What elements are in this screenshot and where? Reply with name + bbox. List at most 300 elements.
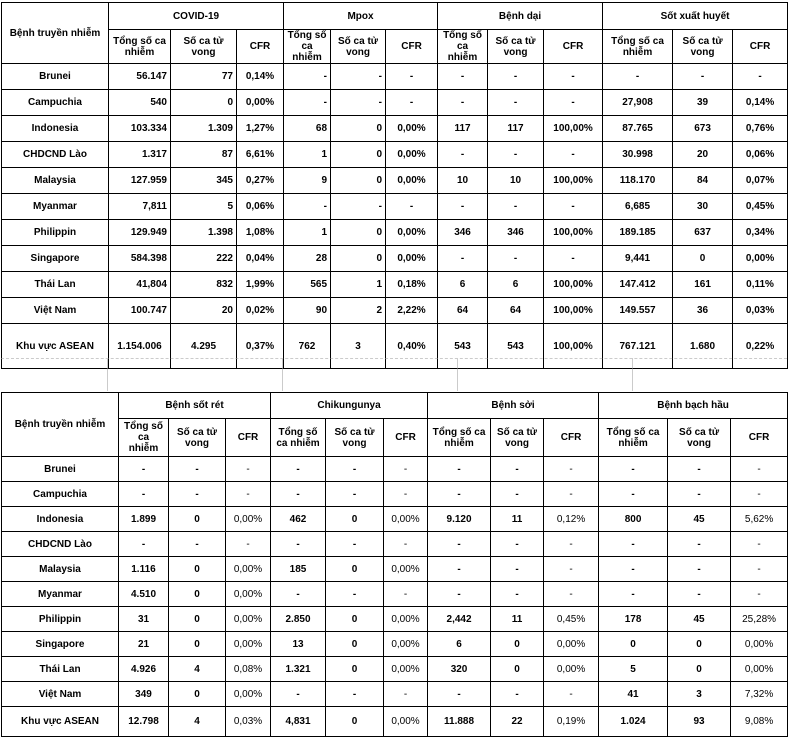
deaths-cell: 0 xyxy=(331,116,386,142)
cfr-cell: 0,00% xyxy=(386,168,438,194)
cfr-cell: 0,11% xyxy=(733,272,788,298)
total-cases-cell: - xyxy=(271,457,326,482)
cfr-cell: - xyxy=(731,532,788,557)
total-cases-cell: 31 xyxy=(119,607,169,632)
deaths-cell: 0 xyxy=(169,632,226,657)
cfr-cell: - xyxy=(733,64,788,90)
total-cases-header: Tổng số ca nhiễm xyxy=(599,419,668,457)
cfr-cell: 2,22% xyxy=(386,298,438,324)
country-cell: Thái Lan xyxy=(2,272,109,298)
deaths-cell: - xyxy=(668,457,731,482)
deaths-cell: - xyxy=(491,682,544,707)
cfr-cell: 0,00% xyxy=(386,220,438,246)
total-cases-cell: - xyxy=(599,457,668,482)
country-cell: Myanmar xyxy=(2,194,109,220)
cfr-cell: - xyxy=(226,482,271,507)
deaths-cell: 36 xyxy=(673,298,733,324)
cfr-cell: 7,32% xyxy=(731,682,788,707)
cfr-cell: 0,00% xyxy=(386,116,438,142)
header-row-metrics xyxy=(2,419,788,457)
total-cases-cell: 9,441 xyxy=(603,246,673,272)
cfr-cell: 100,00% xyxy=(544,324,603,369)
total-cases-cell: 4.510 xyxy=(119,582,169,607)
total-cases-cell: 543 xyxy=(438,324,488,369)
cfr-cell: 0,00% xyxy=(384,607,428,632)
cfr-cell: 0,00% xyxy=(384,707,428,737)
cfr-cell: - xyxy=(384,532,428,557)
deaths-cell: 0 xyxy=(171,90,237,116)
cfr-cell: - xyxy=(544,457,599,482)
total-cases-cell: 462 xyxy=(271,507,326,532)
cfr-cell: 0,02% xyxy=(237,298,284,324)
total-cases-header: Tổng số ca nhiễm xyxy=(284,30,331,64)
deaths-header: Số ca tử vong xyxy=(488,30,544,64)
deaths-cell: 0 xyxy=(326,507,384,532)
cfr-header: CFR xyxy=(384,419,428,457)
total-cases-cell: - xyxy=(271,682,326,707)
country-cell: CHDCND Lào xyxy=(2,142,109,168)
total-cases-cell: 762 xyxy=(284,324,331,369)
deaths-cell: - xyxy=(668,582,731,607)
deaths-cell: - xyxy=(331,90,386,116)
total-cases-cell: 103.334 xyxy=(109,116,171,142)
deaths-cell: - xyxy=(488,64,544,90)
country-cell: Việt Nam xyxy=(2,682,119,707)
total-cases-cell: 1.317 xyxy=(109,142,171,168)
table-row xyxy=(2,142,788,168)
total-cases-cell: - xyxy=(284,194,331,220)
total-cases-cell: - xyxy=(119,482,169,507)
total-cases-cell: 13 xyxy=(271,632,326,657)
header-row-diseases xyxy=(2,393,788,419)
cfr-cell: 0,00% xyxy=(386,246,438,272)
total-cases-cell: 68 xyxy=(284,116,331,142)
deaths-cell: 20 xyxy=(673,142,733,168)
cfr-cell: 0,00% xyxy=(226,682,271,707)
cfr-header: CFR xyxy=(226,419,271,457)
deaths-cell: 4 xyxy=(169,707,226,737)
total-cases-cell: 1 xyxy=(284,142,331,168)
deaths-cell: 0 xyxy=(326,657,384,682)
deaths-cell: - xyxy=(326,457,384,482)
cfr-cell: - xyxy=(384,457,428,482)
total-cases-header: Tổng số ca nhiễm xyxy=(109,30,171,64)
deaths-header: Số ca tử vong xyxy=(331,30,386,64)
deaths-cell: - xyxy=(331,64,386,90)
total-cases-cell: 6 xyxy=(438,272,488,298)
deaths-cell: 6 xyxy=(488,272,544,298)
total-cases-cell: 11.888 xyxy=(428,707,491,737)
top-table-header xyxy=(2,3,788,64)
country-cell: Malaysia xyxy=(2,168,109,194)
country-cell: Khu vực ASEAN xyxy=(2,324,109,369)
cfr-cell: 5,62% xyxy=(731,507,788,532)
table-row xyxy=(2,168,788,194)
total-cases-cell: - xyxy=(438,142,488,168)
total-cases-cell: - xyxy=(428,532,491,557)
total-cases-cell: - xyxy=(428,582,491,607)
total-cases-cell: 12.798 xyxy=(119,707,169,737)
cfr-cell: 0,00% xyxy=(384,632,428,657)
deaths-cell: - xyxy=(491,482,544,507)
country-cell: Philippin xyxy=(2,607,119,632)
deaths-cell: 2 xyxy=(331,298,386,324)
total-cases-cell: 1 xyxy=(284,220,331,246)
deaths-cell: - xyxy=(488,246,544,272)
cfr-cell: - xyxy=(544,64,603,90)
cfr-header: CFR xyxy=(544,419,599,457)
deaths-cell: 5 xyxy=(171,194,237,220)
deaths-cell: 637 xyxy=(673,220,733,246)
deaths-cell: - xyxy=(668,532,731,557)
country-cell: Brunei xyxy=(2,64,109,90)
total-cases-cell: 1.321 xyxy=(271,657,326,682)
cfr-cell: 0,14% xyxy=(237,64,284,90)
deaths-cell: 117 xyxy=(488,116,544,142)
deaths-header: Số ca tử vong xyxy=(169,419,226,457)
cfr-cell: - xyxy=(731,582,788,607)
cfr-cell: 0,00% xyxy=(226,582,271,607)
total-cases-cell: 189.185 xyxy=(603,220,673,246)
deaths-cell: 222 xyxy=(171,246,237,272)
total-cases-cell: - xyxy=(599,482,668,507)
country-cell: Campuchia xyxy=(2,482,119,507)
total-cases-cell: 117 xyxy=(438,116,488,142)
cfr-cell: 1,27% xyxy=(237,116,284,142)
disease-header: Sốt xuất huyết xyxy=(603,3,788,30)
cfr-cell: 0,00% xyxy=(733,246,788,272)
deaths-cell: 0 xyxy=(673,246,733,272)
total-cases-cell: 41,804 xyxy=(109,272,171,298)
bottom-table-header xyxy=(2,393,788,457)
cfr-cell: 0,45% xyxy=(733,194,788,220)
country-cell: Philippin xyxy=(2,220,109,246)
cfr-header: CFR xyxy=(237,30,284,64)
deaths-cell: - xyxy=(491,457,544,482)
country-cell: Thái Lan xyxy=(2,657,119,682)
cfr-cell: 0,04% xyxy=(237,246,284,272)
total-cases-cell: 6 xyxy=(428,632,491,657)
table-row xyxy=(2,707,788,737)
total-cases-cell: - xyxy=(271,582,326,607)
cfr-cell: 0,12% xyxy=(544,507,599,532)
cfr-cell: - xyxy=(544,582,599,607)
total-cases-cell: 28 xyxy=(284,246,331,272)
deaths-cell: 10 xyxy=(488,168,544,194)
bottom-table-body xyxy=(2,457,788,737)
deaths-cell: 3 xyxy=(331,324,386,369)
table-row xyxy=(2,507,788,532)
deaths-cell: 64 xyxy=(488,298,544,324)
deaths-cell: 1.680 xyxy=(673,324,733,369)
cfr-cell: 0,00% xyxy=(226,557,271,582)
deaths-cell: 543 xyxy=(488,324,544,369)
total-cases-cell: 4.926 xyxy=(119,657,169,682)
deaths-cell: 4 xyxy=(169,657,226,682)
cfr-cell: 0,00% xyxy=(384,507,428,532)
row-header-label: Bệnh truyền nhiễm xyxy=(2,393,119,457)
total-cases-cell: - xyxy=(438,194,488,220)
deaths-cell: 0 xyxy=(331,142,386,168)
cfr-cell: 100,00% xyxy=(544,272,603,298)
cfr-cell: 1,08% xyxy=(237,220,284,246)
cfr-cell: 0,76% xyxy=(733,116,788,142)
deaths-cell: 673 xyxy=(673,116,733,142)
cfr-cell: - xyxy=(544,142,603,168)
total-cases-cell: 129.949 xyxy=(109,220,171,246)
total-cases-cell: 178 xyxy=(599,607,668,632)
deaths-cell: 0 xyxy=(169,582,226,607)
total-cases-cell: 584.398 xyxy=(109,246,171,272)
country-cell: Singapore xyxy=(2,632,119,657)
country-cell: Campuchia xyxy=(2,90,109,116)
deaths-cell: - xyxy=(488,194,544,220)
table-row xyxy=(2,90,788,116)
deaths-cell: 3 xyxy=(668,682,731,707)
cfr-cell: 0,37% xyxy=(237,324,284,369)
total-cases-cell: 9 xyxy=(284,168,331,194)
total-cases-cell: 64 xyxy=(438,298,488,324)
country-cell: Singapore xyxy=(2,246,109,272)
total-cases-cell: - xyxy=(119,457,169,482)
total-cases-cell: 6,685 xyxy=(603,194,673,220)
spacer-gridlines xyxy=(1,358,787,391)
cfr-cell: 0,00% xyxy=(384,657,428,682)
cfr-cell: 0,00% xyxy=(226,507,271,532)
deaths-cell: 0 xyxy=(331,246,386,272)
deaths-cell: 0 xyxy=(326,632,384,657)
total-cases-cell: - xyxy=(284,90,331,116)
total-cases-cell: 149.557 xyxy=(603,298,673,324)
total-cases-cell: - xyxy=(438,64,488,90)
total-cases-header: Tổng số ca nhiễm xyxy=(438,30,488,64)
cfr-cell: 0,27% xyxy=(237,168,284,194)
total-cases-cell: 320 xyxy=(428,657,491,682)
total-cases-cell: 540 xyxy=(109,90,171,116)
total-cases-cell: - xyxy=(119,532,169,557)
cfr-cell: - xyxy=(386,90,438,116)
total-cases-cell: 90 xyxy=(284,298,331,324)
total-cases-cell: 7,811 xyxy=(109,194,171,220)
deaths-header: Số ca tử vong xyxy=(491,419,544,457)
deaths-cell: 0 xyxy=(169,607,226,632)
deaths-cell: - xyxy=(169,457,226,482)
total-cases-cell: 30.998 xyxy=(603,142,673,168)
cfr-header: CFR xyxy=(386,30,438,64)
cfr-cell: 0,00% xyxy=(226,607,271,632)
deaths-cell: 39 xyxy=(673,90,733,116)
cfr-cell: 100,00% xyxy=(544,298,603,324)
cfr-cell: 9,08% xyxy=(731,707,788,737)
deaths-cell: - xyxy=(169,532,226,557)
cfr-cell: 0,00% xyxy=(237,90,284,116)
total-cases-header: Tổng số ca nhiễm xyxy=(428,419,491,457)
deaths-header: Số ca tử vong xyxy=(668,419,731,457)
cfr-cell: - xyxy=(544,557,599,582)
deaths-cell: 0 xyxy=(169,557,226,582)
country-cell: Brunei xyxy=(2,457,119,482)
total-cases-cell: - xyxy=(271,532,326,557)
cfr-cell: 0,00% xyxy=(226,632,271,657)
table-row xyxy=(2,116,788,142)
deaths-cell: 0 xyxy=(668,632,731,657)
cfr-cell: 0,00% xyxy=(384,557,428,582)
top-table-body xyxy=(2,64,788,369)
table-row xyxy=(2,657,788,682)
deaths-header: Số ca tử vong xyxy=(673,30,733,64)
deaths-cell: 0 xyxy=(331,168,386,194)
disease-header: Bệnh bạch hầu xyxy=(599,393,788,419)
header-row-diseases xyxy=(2,3,788,30)
total-cases-cell: 118.170 xyxy=(603,168,673,194)
cfr-cell: 0,07% xyxy=(733,168,788,194)
table-row xyxy=(2,194,788,220)
country-cell: Khu vực ASEAN xyxy=(2,707,119,737)
deaths-cell: - xyxy=(326,482,384,507)
deaths-cell: - xyxy=(668,557,731,582)
deaths-cell: 1.309 xyxy=(171,116,237,142)
deaths-cell: 87 xyxy=(171,142,237,168)
total-cases-cell: 767.121 xyxy=(603,324,673,369)
cfr-cell: 1,99% xyxy=(237,272,284,298)
deaths-cell: 345 xyxy=(171,168,237,194)
table-row xyxy=(2,64,788,90)
country-cell: Việt Nam xyxy=(2,298,109,324)
disease-header: Mpox xyxy=(284,3,438,30)
total-cases-header: Tổng số ca nhiễm xyxy=(603,30,673,64)
deaths-cell: - xyxy=(491,557,544,582)
total-cases-cell: - xyxy=(428,557,491,582)
deaths-header: Số ca tử vong xyxy=(171,30,237,64)
cfr-header: CFR xyxy=(731,419,788,457)
country-cell: Indonesia xyxy=(2,507,119,532)
deaths-cell: - xyxy=(326,532,384,557)
table-row xyxy=(2,220,788,246)
table-row xyxy=(2,298,788,324)
total-cases-cell: 10 xyxy=(438,168,488,194)
total-cases-cell: 147.412 xyxy=(603,272,673,298)
cfr-cell: 0,14% xyxy=(733,90,788,116)
cfr-cell: - xyxy=(731,557,788,582)
cfr-cell: 100,00% xyxy=(544,116,603,142)
cfr-cell: 0,03% xyxy=(733,298,788,324)
disease-header: Bệnh sốt rét xyxy=(119,393,271,419)
country-cell: Myanmar xyxy=(2,582,119,607)
deaths-cell: - xyxy=(488,142,544,168)
deaths-cell: 1.398 xyxy=(171,220,237,246)
deaths-cell: 11 xyxy=(491,507,544,532)
total-cases-cell: - xyxy=(271,482,326,507)
table-row xyxy=(2,457,788,482)
cfr-header: CFR xyxy=(733,30,788,64)
deaths-cell: 0 xyxy=(491,657,544,682)
deaths-cell: - xyxy=(673,64,733,90)
total-cases-cell: - xyxy=(599,532,668,557)
total-cases-cell: 349 xyxy=(119,682,169,707)
deaths-cell: 0 xyxy=(326,557,384,582)
cfr-cell: 0,34% xyxy=(733,220,788,246)
total-cases-cell: 56.147 xyxy=(109,64,171,90)
total-cases-cell: 41 xyxy=(599,682,668,707)
total-cases-cell: 800 xyxy=(599,507,668,532)
deaths-cell: 0 xyxy=(169,682,226,707)
cfr-cell: - xyxy=(544,194,603,220)
deaths-cell: 30 xyxy=(673,194,733,220)
cfr-cell: - xyxy=(544,532,599,557)
deaths-cell: - xyxy=(326,682,384,707)
total-cases-header: Tổng số ca nhiễm xyxy=(271,419,326,457)
total-cases-cell: - xyxy=(428,482,491,507)
cfr-cell: 0,03% xyxy=(226,707,271,737)
cfr-cell: - xyxy=(386,194,438,220)
cfr-cell: 0,08% xyxy=(226,657,271,682)
cfr-cell: 0,00% xyxy=(544,657,599,682)
cfr-cell: - xyxy=(384,482,428,507)
deaths-cell: 84 xyxy=(673,168,733,194)
total-cases-cell: 2.850 xyxy=(271,607,326,632)
total-cases-cell: - xyxy=(599,582,668,607)
cfr-cell: 100,00% xyxy=(544,220,603,246)
cfr-cell: - xyxy=(226,532,271,557)
total-cases-cell: 0 xyxy=(599,632,668,657)
deaths-header: Số ca tử vong xyxy=(326,419,384,457)
total-cases-cell: 87.765 xyxy=(603,116,673,142)
deaths-cell: 45 xyxy=(668,607,731,632)
cfr-cell: 0,00% xyxy=(386,142,438,168)
deaths-cell: 161 xyxy=(673,272,733,298)
total-cases-cell: 5 xyxy=(599,657,668,682)
cfr-cell: 100,00% xyxy=(544,168,603,194)
cfr-cell: 0,00% xyxy=(731,632,788,657)
total-cases-cell: 9.120 xyxy=(428,507,491,532)
total-cases-cell: 1.154.006 xyxy=(109,324,171,369)
cfr-cell: 0,18% xyxy=(386,272,438,298)
cfr-cell: - xyxy=(731,457,788,482)
table-row xyxy=(2,582,788,607)
total-cases-cell: 1.116 xyxy=(119,557,169,582)
disease-header: Bệnh sởi xyxy=(428,393,599,419)
cfr-cell: 0,22% xyxy=(733,324,788,369)
total-cases-cell: 1.899 xyxy=(119,507,169,532)
total-cases-cell: - xyxy=(603,64,673,90)
deaths-cell: 0 xyxy=(668,657,731,682)
total-cases-cell: - xyxy=(438,246,488,272)
top-disease-table xyxy=(1,2,788,369)
table-row xyxy=(2,532,788,557)
country-cell: Indonesia xyxy=(2,116,109,142)
total-cases-cell: - xyxy=(428,682,491,707)
cfr-header: CFR xyxy=(544,30,603,64)
total-cases-cell: - xyxy=(599,557,668,582)
total-cases-cell: - xyxy=(428,457,491,482)
cfr-cell: 0,40% xyxy=(386,324,438,369)
total-cases-header: Tổng số ca nhiễm xyxy=(119,419,169,457)
cfr-cell: - xyxy=(544,246,603,272)
cfr-cell: - xyxy=(384,682,428,707)
deaths-cell: - xyxy=(326,582,384,607)
total-cases-cell: 185 xyxy=(271,557,326,582)
deaths-cell: - xyxy=(491,582,544,607)
cfr-cell: - xyxy=(226,457,271,482)
table-row xyxy=(2,682,788,707)
total-cases-cell: 127.959 xyxy=(109,168,171,194)
total-cases-cell: - xyxy=(438,90,488,116)
cfr-cell: - xyxy=(384,582,428,607)
total-cases-cell: 27,908 xyxy=(603,90,673,116)
cfr-cell: 6,61% xyxy=(237,142,284,168)
deaths-cell: 0 xyxy=(326,707,384,737)
deaths-cell: 93 xyxy=(668,707,731,737)
